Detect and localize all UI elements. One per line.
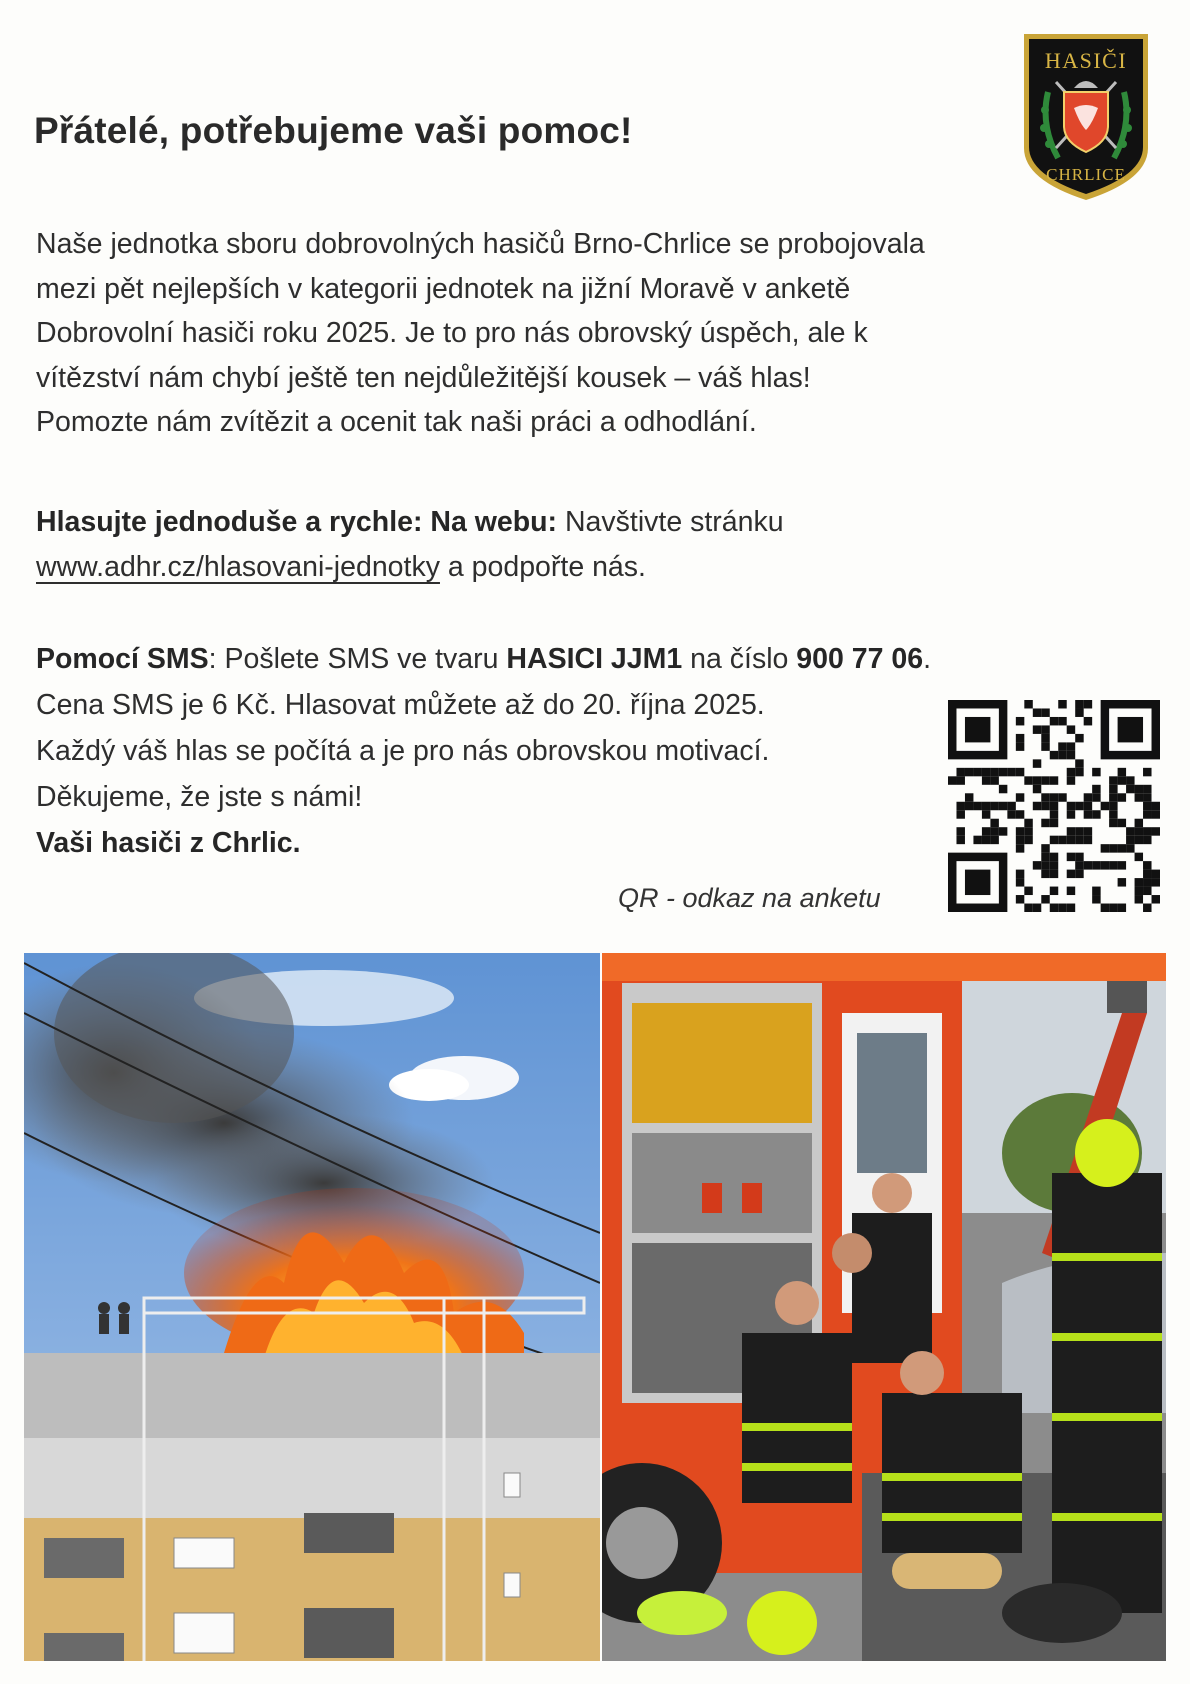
intro-paragraph <box>36 222 1116 445</box>
qr-caption: QR - odkaz na anketu <box>618 883 881 913</box>
sms-line: Děkujeme, že jste s námi! <box>36 781 363 813</box>
sms-number: 900 77 06 <box>796 643 924 675</box>
sms-code: HASICI JJM1 <box>506 643 683 675</box>
web-vote-after-url: a podpořte nás. <box>439 550 646 583</box>
sms-text: : Pošlete SMS ve tvaru <box>208 643 507 675</box>
web-vote-lead-text: Navštivte stránku <box>557 506 784 538</box>
intro-line: Dobrovolní hasiči roku 2025. Je to pro nás obrovský úspěch, ale k <box>36 317 868 349</box>
intro-line: mezi pět nejlepších v kategorii jednotek na jižní Moravě v anketě <box>36 272 851 305</box>
emblem-top-text: HASIČI <box>1044 48 1128 73</box>
sms-text: na číslo <box>682 643 797 675</box>
emblem-bottom-text: CHRLICE <box>1046 165 1126 184</box>
sms-line: Každý váš hlas se počítá a je pro nás obrovskou motivací. <box>36 735 770 767</box>
sms-line: Cena SMS je 6 Kč. Hlasovat můžete až do 20. října 2025. <box>36 689 765 721</box>
signature: Vaši hasiči z Chrlic. <box>36 827 301 859</box>
intro-line: Naše jednotka sboru dobrovolných hasičů Brno-Chrlice se probojovala <box>36 228 925 260</box>
hasici-chrlice-emblem <box>1018 30 1154 204</box>
sms-label: Pomocí SMS <box>36 643 209 675</box>
voting-url-link[interactable]: www.adhr.cz/hlasovani-jednotky <box>36 550 440 583</box>
intro-line: Pomozte nám zvítězit a ocenit tak naši práci a odhodlání. <box>36 406 757 438</box>
firefighters-crew-photo <box>602 953 1166 1661</box>
burning-building-photo <box>24 953 600 1661</box>
web-vote-paragraph <box>36 500 1036 589</box>
intro-line: vítězství nám chybí ještě ten nejdůležitější kousek – váš hlas! <box>36 361 811 394</box>
sms-text: . <box>923 643 932 675</box>
web-vote-lead: Hlasujte jednoduše a rychle: Na webu: <box>36 506 558 538</box>
page-title: Přátelé, potřebujeme vaši pomoc! <box>34 110 633 151</box>
qr-code[interactable] <box>948 700 1160 912</box>
